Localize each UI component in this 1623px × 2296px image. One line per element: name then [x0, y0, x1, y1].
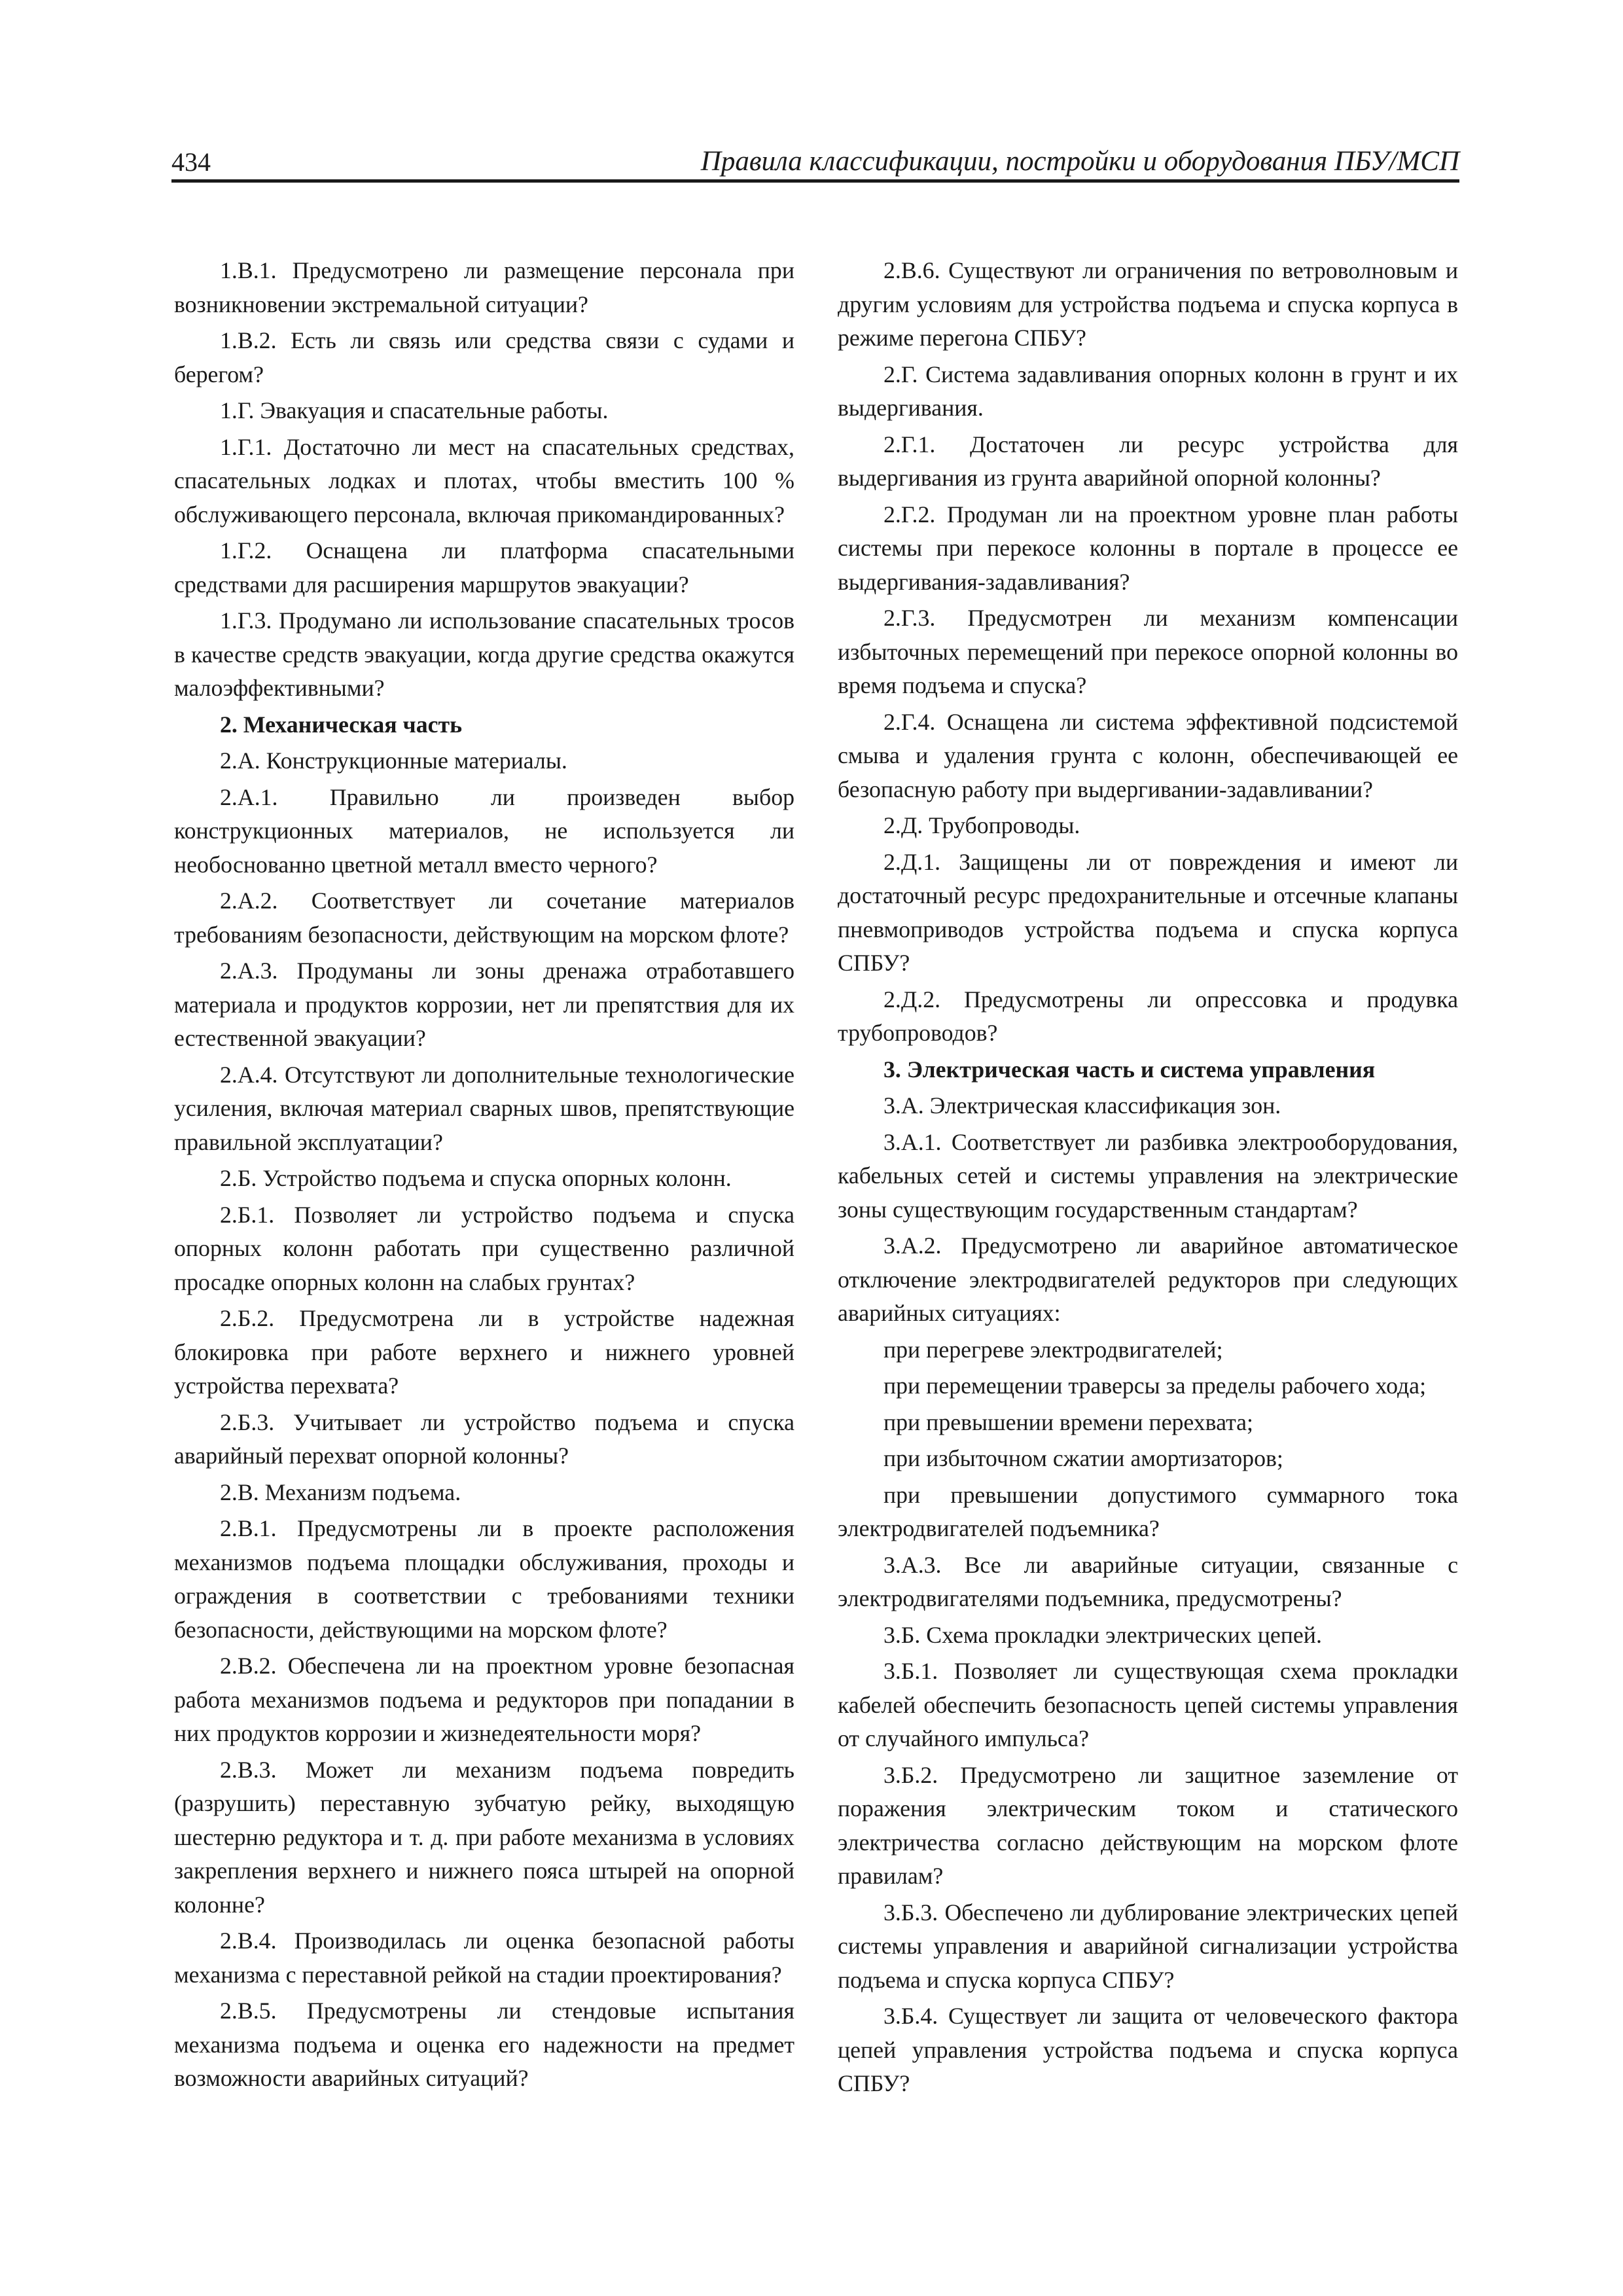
paragraph: 3.А. Электрическая классификация зон.	[883, 1092, 1281, 1119]
right-text-column	[838, 254, 1458, 2104]
paragraph: 3.Б. Схема прокладки электрических цепей.	[883, 1621, 1322, 1648]
paragraph: 2.Д.2. Предусмотрены ли опрессовка и продувка трубопроводов?	[838, 986, 1458, 1046]
paragraph: 2.Б.3. Учитывает ли устройство подъема и спуска аварийный перехват опорной колонны?	[174, 1408, 794, 1469]
paragraph: 2.В. Механизм подъема.	[220, 1479, 461, 1505]
paragraph: 1.Г.1. Достаточно ли мест на спасательных средствах, спасательных лодках и плотах, чтобы вместить 100 % обслуживающего персонала, включая прикомандированных?	[174, 433, 794, 528]
paragraph: при перемещении траверсы за пределы рабочего хода;	[883, 1372, 1427, 1399]
running-title: Правила классификации, постройки и оборудования ПБУ/МСП	[700, 146, 1459, 177]
paragraph: 1.Г. Эвакуация и спасательные работы.	[220, 397, 609, 423]
paragraph: 1.Г.2. Оснащена ли платформа спасательными средствами для расширения маршрутов эвакуации?	[174, 537, 794, 598]
paragraph: 2.А.4. Отсутствуют ли дополнительные технологические усиления, включая материал сварных швов, препятствующие правильной эксплуатации?	[174, 1061, 794, 1155]
paragraph: 3.А.3. Все ли аварийные ситуации, связанные с электродвигателями подъемника, предусмотрены?	[838, 1551, 1458, 1611]
paragraph: 1.Г.3. Продумано ли использование спасательных тросов в качестве средств эвакуации, когда другие средства окажутся малоэффективными?	[174, 607, 794, 701]
paragraph: 2.В.4. Производилась ли оценка безопасной работы механизма с переставной рейкой на стадии проектирования?	[174, 1928, 794, 1988]
paragraph: 2.Г. Система задавливания опорных колонн в грунт и их выдергивания.	[838, 361, 1458, 421]
paragraph: 2.В.3. Может ли механизм подъема повредить (разрушить) переставную зубчатую рейку, выходящую шестерню редуктора и т. д. при работе механизма в условиях закрепления верхнего и нижнего пояса штырей на опорной колонне?	[174, 1756, 794, 1918]
paragraph: при превышении допустимого суммарного тока электродвигателей подъемника?	[838, 1481, 1458, 1541]
section-heading: 2. Механическая часть	[220, 711, 463, 738]
paragraph: 2.Г.1. Достаточен ли ресурс устройства для выдергивания из грунта аварийной опорной колонны?	[838, 431, 1458, 491]
paragraph: 2.В.2. Обеспечена ли на проектном уровне безопасная работа механизмов подъема и редукторов при попадании в них продуктов коррозии и жизнедеятельности моря?	[174, 1653, 794, 1746]
paragraph: 2.А.2. Соответствует ли сочетание материалов требованиям безопасности, действующим на морском флоте?	[174, 888, 794, 948]
page-number: 434	[171, 147, 211, 177]
paragraph: 2.В.1. Предусмотрены ли в проекте расположения механизмов подъема площадки обслуживания, проходы и ограждения в соответствии с требованиями техники безопасности, действующими на морском флоте?	[174, 1515, 794, 1643]
paragraph: 2.Д. Трубопроводы.	[883, 812, 1080, 838]
paragraph: 2.Д.1. Защищены ли от повреждения и имеют ли достаточный ресурс предохранительные и отсечные клапаны пневмоприводов устройства подъема и спуска корпуса СПБУ?	[838, 848, 1458, 976]
paragraph: 3.А.1. Соответствует ли разбивка электрооборудования, кабельных сетей и системы управления на электрические зоны существующим государственным стандартам?	[838, 1128, 1458, 1223]
paragraph: 2.А.3. Продуманы ли зоны дренажа отработавшего материала и продуктов коррозии, нет ли препятствия для их естественной эвакуации?	[174, 958, 794, 1051]
paragraph: 1.В.2. Есть ли связь или средства связи с судами и берегом?	[174, 327, 794, 387]
paragraph: при превышении времени перехвата;	[883, 1408, 1253, 1435]
paragraph: при перегреве электродвигателей;	[883, 1336, 1223, 1363]
page-header	[171, 139, 1459, 183]
paragraph: 2.Б. Устройство подъема и спуска опорных колонн.	[220, 1165, 732, 1191]
paragraph: 3.Б.4. Существует ли защита от человеческого фактора цепей управления устройства подъема и спуска корпуса СПБУ?	[838, 2003, 1458, 2096]
paragraph: 2.В.6. Существуют ли ограничения по ветроволновым и другим условиям для устройства подъема и спуска корпуса в режиме перегона СПБУ?	[838, 257, 1458, 351]
paragraph: 2.Г.3. Предусмотрен ли механизм компенсации избыточных перемещений при перекосе опорной колонны во время подъема и спуска?	[838, 605, 1458, 698]
paragraph: 1.В.1. Предусмотрено ли размещение персонала при возникновении экстремальной ситуации?	[174, 257, 794, 317]
paragraph: 3.А.2. Предусмотрено ли аварийное автоматическое отключение электродвигателей редукторов при следующих аварийных ситуациях:	[838, 1232, 1458, 1326]
paragraph: 3.Б.1. Позволяет ли существующая схема прокладки кабелей обеспечить безопасность цепей системы управления от случайного импульса?	[838, 1658, 1458, 1751]
paragraph: 2.А.1. Правильно ли произведен выбор конструкционных материалов, не используется ли необоснованно цветной металл вместо черного?	[174, 783, 794, 878]
paragraph: 2.Б.1. Позволяет ли устройство подъема и спуска опорных колонн работать при существенно различной просадке опорных колонн на слабых грунтах?	[174, 1201, 794, 1295]
paragraph: 2.А. Конструкционные материалы.	[220, 747, 567, 774]
paragraph: 3.Б.3. Обеспечено ли дублирование электрических цепей системы управления и аварийной сигнализации устройства подъема и спуска корпуса СПБУ?	[838, 1899, 1458, 1993]
paragraph: 2.Г.4. Оснащена ли система эффективной подсистемой смыва и удаления грунта с колонн, обеспечивающей ее безопасную работу при выдергивании-задавливании?	[838, 708, 1458, 802]
paragraph: 2.Б.2. Предусмотрена ли в устройстве надежная блокировка при работе верхнего и нижнего уровней устройства перехвата?	[174, 1305, 794, 1399]
left-text-column	[174, 254, 794, 2098]
paragraph: 2.В.5. Предусмотрены ли стендовые испытания механизма подъема и оценка его надежности на предмет возможности аварийных ситуаций?	[174, 1998, 794, 2091]
section-heading: 3. Электрическая часть и система управления	[883, 1056, 1376, 1083]
paragraph: 2.Г.2. Продуман ли на проектном уровне план работы системы при перекосе колонны в портале в процессе ее выдергивания-задавливания?	[838, 501, 1458, 595]
paragraph: 3.Б.2. Предусмотрено ли защитное заземление от поражения электрическим током и статического электричества согласно действующим на морском флоте правилам?	[838, 1761, 1458, 1889]
paragraph: при избыточном сжатии амортизаторов;	[883, 1445, 1283, 1471]
